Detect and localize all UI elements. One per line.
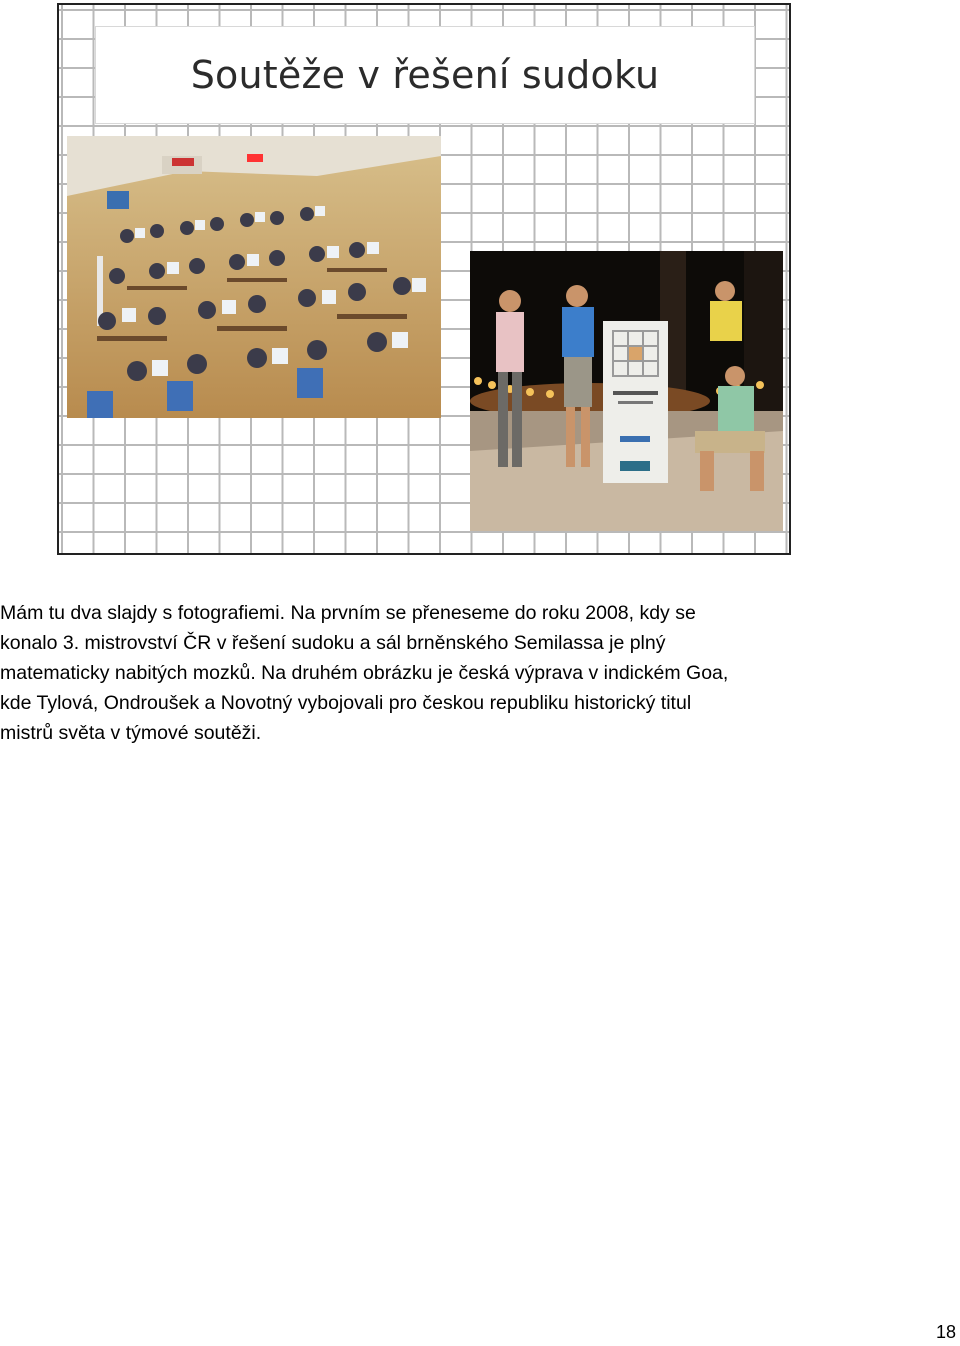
speaker-notes: Mám tu dva slajdy s fotografiemi. Na prvním se přeneseme do roku 2008, kdy se konalo 3. mistrovství ČR v řešení sudoku a sál brněnského Semilassa je plný matematicky nabitých mozků. Na druhém obrázku je česká výprava v indickém Goa, kde Tylová, Ondroušek a Novotný vybojovali pro českou republiku historický titul mistrů světa v týmové soutěži. (0, 602, 729, 744)
hall-photo-illustration (67, 136, 441, 418)
slide-title: Soutěže v řešení sudoku (190, 53, 660, 97)
czech-team-goa-photo (470, 251, 783, 531)
sudoku-competition-hall-photo (67, 136, 441, 418)
slide-title-box (95, 26, 755, 124)
slide-thumbnail (57, 3, 791, 555)
team-photo-illustration (470, 251, 783, 531)
page-number: 18 (935, 1322, 956, 1342)
